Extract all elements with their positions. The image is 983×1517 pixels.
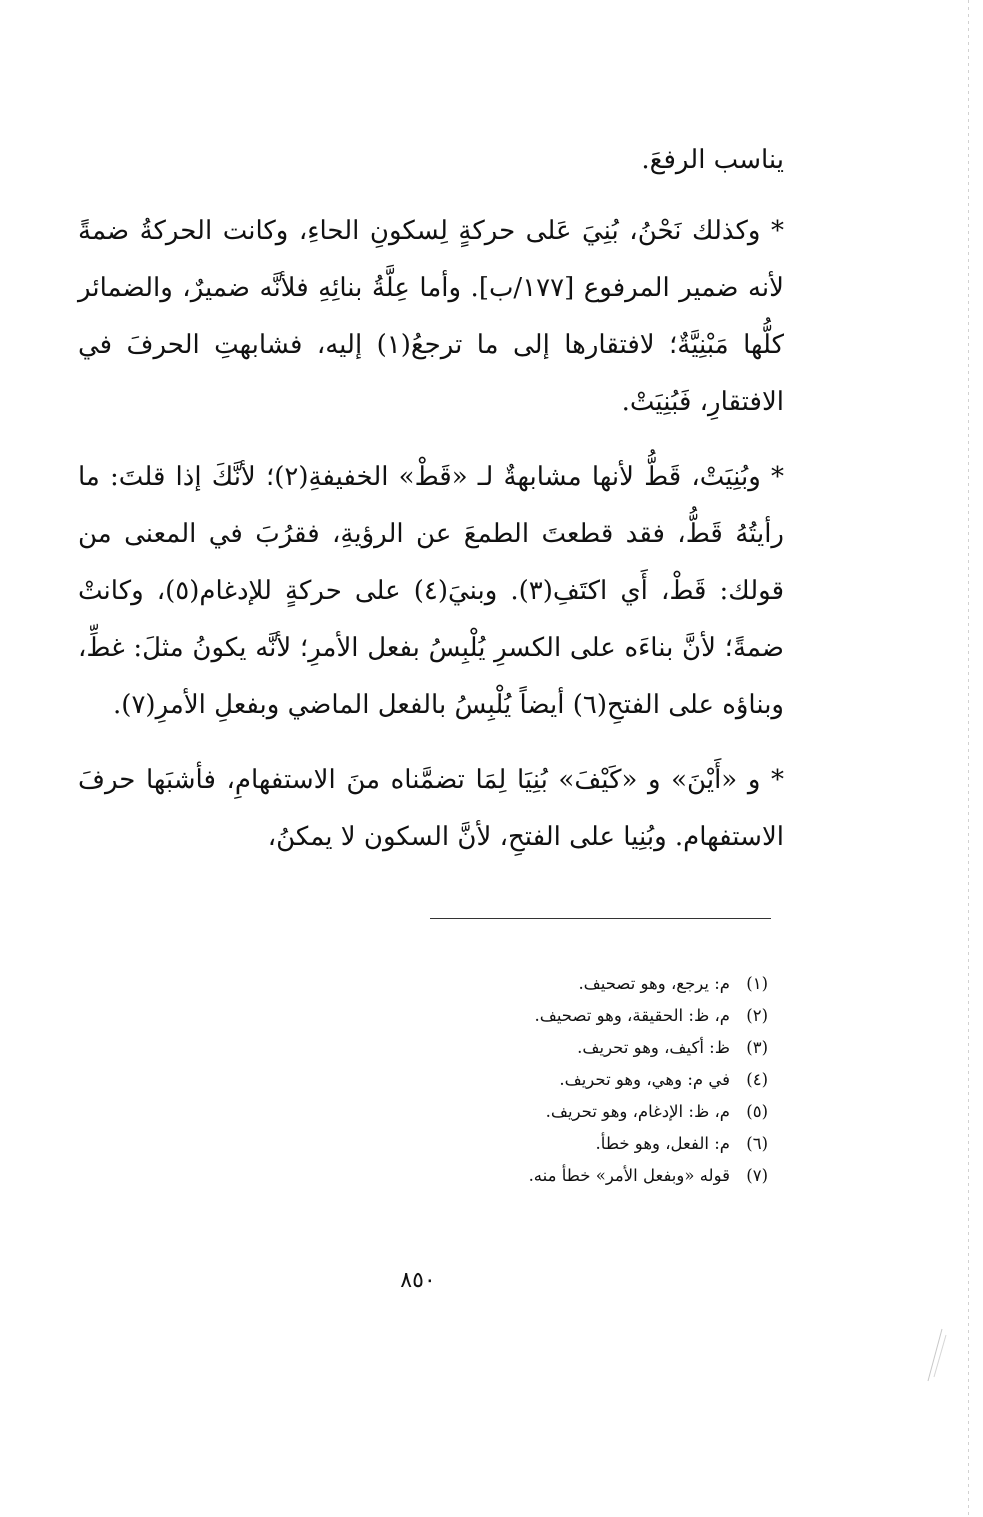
paragraph-3: * وبُنِيَتْ، قَطُّ لأنها مشابهةٌ لـ «قَطْ» الخفيفةِ(٢)؛ لأنَّكَ إذا قلتَ: ما رأيتُهُ قَطُّ، فقد قطعتَ الطمعَ عن الرؤيةِ، فقرُبَ في المعنى من قولك: قَطْ، أَي اكتَفِ(٣). وبنيَ(٤) على حركةٍ للإدغام(٥)، وكانتْ ضمةً؛ لأنَّ بناءَه على الكسرِ يُلْبِسُ بفعل الأمرِ؛ لأنَّه يكونُ مثلَ: غطِّ، وبناؤه على الفتحِ(٦) أيضاً يُلْبِسُ بالفعل الماضي وبفعلِ الأمرِ(٧). — [78, 462, 785, 720]
footnote-7 — [328, 1160, 768, 1192]
footnote-number: (٥) — [746, 1102, 768, 1121]
footnote-number: (٧) — [746, 1166, 768, 1185]
page-number: ٨٥٠ — [400, 1268, 436, 1293]
footnote-text: في م: وهي، وهو تحريف. — [559, 1070, 730, 1089]
footnotes — [328, 968, 768, 1192]
scan-edge-line — [968, 0, 969, 1517]
footnote-text: م: يرجع، وهو تصحيف. — [578, 974, 730, 993]
paragraph-2: * وكذلك نَحْنُ، بُنِيَ عَلى حركةٍ لِسكونِ الحاءِ، وكانت الحركةُ ضمةً لأنه ضمير المرفوع [١٧٧/ب]. وأما عِلَّةُ بنائِهِ فلأنَّه ضميرٌ، والضمائر كلُّها مَبْنِيَّةٌ؛ لافتقارها إلى ما ترجعُ(١) إليه، فشابهتِ الحرفَ في الافتقارِ، فَبُنِيَتْ. — [78, 216, 784, 417]
footnote-4 — [328, 1064, 768, 1096]
footnote-text: ظ: أكيف، وهو تحريف. — [577, 1038, 730, 1057]
footnote-text: قوله «وبفعل الأمر» خطأ منه. — [528, 1166, 730, 1185]
footnote-text: م: الفعل، وهو خطأ. — [595, 1134, 730, 1153]
footnote-2 — [328, 1000, 768, 1032]
footnote-number: (٦) — [746, 1134, 768, 1153]
paragraph-4: * و «أَيْنَ» و «كَيْفَ» بُنِيَا لِمَا تضمَّناه منَ الاستفهامِ، فأشبَها حرفَ الاستفهام. وبُنِيا على الفتحِ، لأنَّ السكون لا يمكنُ، — [78, 765, 784, 852]
footnote-number: (٢) — [746, 1006, 768, 1025]
footnote-text: م، ظ: الإدغام، وهو تحريف. — [545, 1102, 730, 1121]
footnote-divider — [430, 918, 771, 919]
footnote-3 — [328, 1032, 768, 1064]
footnote-number: (١) — [746, 974, 768, 993]
footnote-1 — [328, 968, 768, 1000]
footnote-6 — [328, 1128, 768, 1160]
main-text — [78, 132, 784, 884]
footnote-number: (٤) — [746, 1070, 768, 1089]
footnote-text: م، ظ: الحقيقة، وهو تصحيف. — [534, 1006, 730, 1025]
margin-scratch-mark — [922, 1325, 948, 1385]
footnote-number: (٣) — [746, 1038, 768, 1057]
footnote-5 — [328, 1096, 768, 1128]
paragraph-1: يناسب الرفعَ. — [641, 145, 784, 175]
